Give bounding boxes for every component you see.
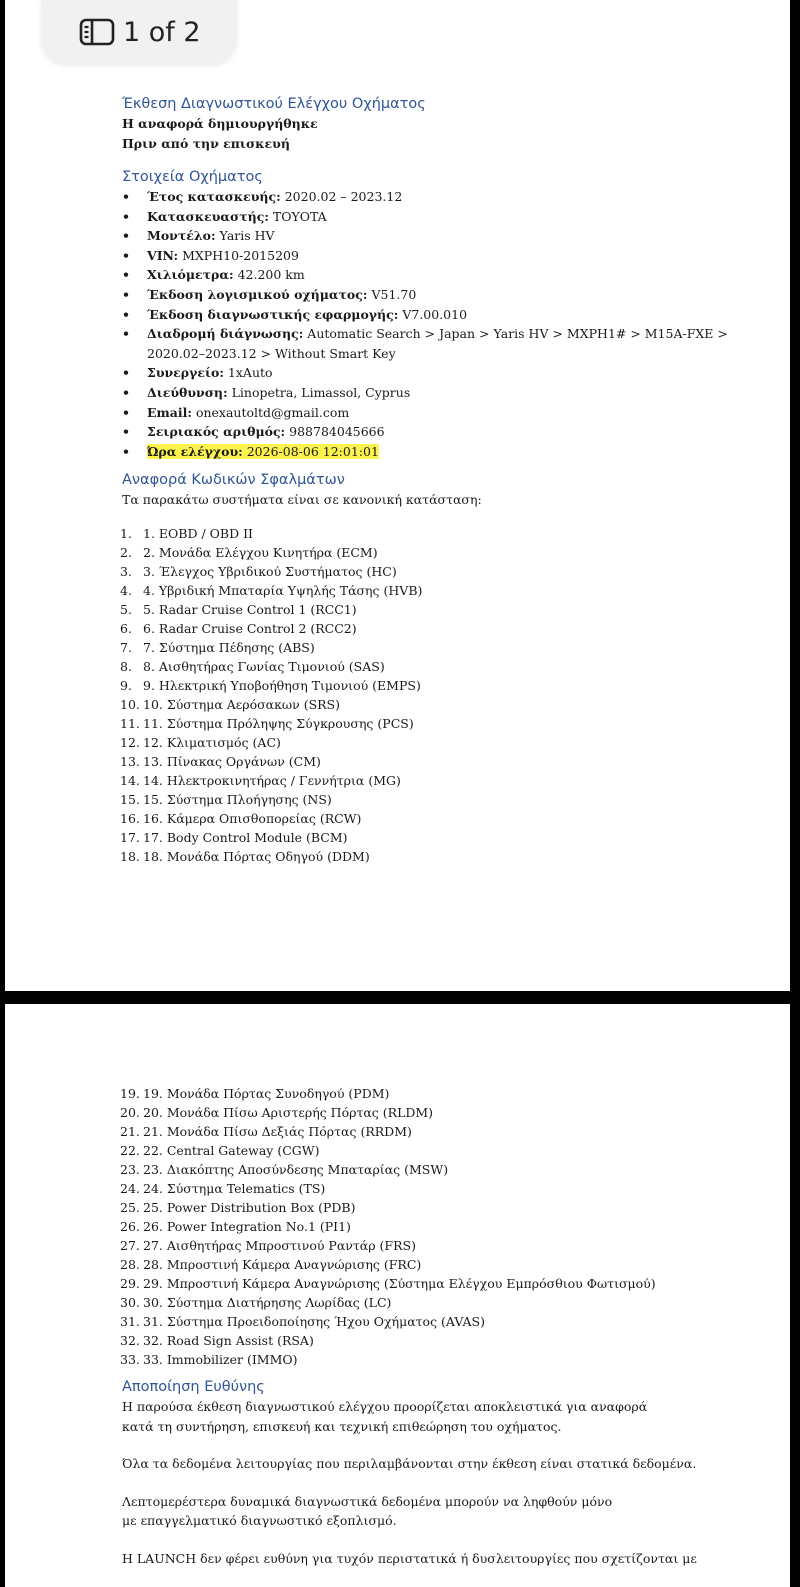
report-title: Έκθεση Διαγνωστικού Ελέγχου Οχήματος	[122, 96, 426, 112]
detail-label: Έκδοση λογισμικού οχήματος:	[147, 286, 368, 302]
system-list-item	[122, 619, 770, 638]
system-list-item	[122, 1160, 770, 1179]
system-number: 21.	[120, 1124, 140, 1139]
detail-label: Συνεργείο:	[147, 365, 224, 381]
detail-value: MXPH10-2015209	[178, 247, 299, 263]
detail-value: Yaris HV	[215, 228, 275, 244]
system-name: 18. Μονάδα Πόρτας Οδηγού (DDM)	[143, 848, 370, 864]
system-name: 24. Σύστημα Telematics (TS)	[143, 1181, 326, 1196]
vehicle-section-heading: Στοιχεία Οχήματος	[122, 169, 263, 185]
vehicle-detail-item	[122, 226, 770, 246]
system-name: 33. Immobilizer (IMMO)	[143, 1352, 298, 1367]
system-list-item	[122, 733, 770, 752]
system-list-item	[122, 695, 770, 714]
system-list-item	[122, 562, 770, 581]
dtc-section-heading: Αναφορά Κωδικών Σφαλμάτων	[122, 472, 345, 489]
system-name: 30. Σύστημα Διατήρησης Λωρίδας (LC)	[143, 1295, 392, 1310]
system-name: 27. Αισθητήρας Μπροστινού Ραντάρ (FRS)	[143, 1238, 416, 1253]
detail-label: Διαδρομή διάγνωσης:	[147, 326, 304, 342]
detail-label: Χιλιόμετρα:	[147, 267, 234, 283]
system-name: 14. Ηλεκτροκινητήρας / Γεννήτρια (MG)	[143, 772, 401, 788]
system-name: 28. Μπροστινή Κάμερα Αναγνώρισης (FRC)	[143, 1257, 422, 1272]
systems-list-page-2	[122, 1084, 770, 1369]
vehicle-detail-item	[122, 403, 770, 423]
system-number: 22.	[120, 1143, 140, 1158]
detail-label: Σειριακός αριθμός:	[147, 424, 286, 440]
system-name: 29. Μπροστινή Κάμερα Αναγνώρισης (Σύστημα Ελέγχου Εμπρόσθιου Φωτισμού)	[143, 1276, 656, 1291]
system-number: 12.	[120, 734, 140, 750]
system-number: 20.	[120, 1105, 140, 1120]
system-number: 13.	[120, 753, 140, 769]
detail-value: 2026-08-06 12:01:01	[242, 443, 379, 459]
system-number: 19.	[120, 1086, 140, 1101]
system-name: 22. Central Gateway (CGW)	[143, 1143, 320, 1158]
detail-value: 988784045666	[285, 424, 385, 440]
system-name: 23. Διακόπτης Αποσύνδεσης Μπαταρίας (MSW)	[143, 1162, 449, 1177]
system-number: 2.	[120, 544, 132, 560]
system-list-item	[122, 524, 770, 543]
system-list-item	[122, 1084, 770, 1103]
detail-text	[147, 267, 305, 282]
systems-list-page-1	[122, 524, 770, 866]
detail-text	[147, 424, 385, 439]
detail-label: VIN:	[147, 247, 179, 263]
dtc-intro: Τα παρακάτω συστήματα είναι σε κανονική κατάσταση:	[122, 492, 482, 508]
vehicle-detail-item	[122, 363, 770, 383]
highlighted-text	[147, 444, 379, 459]
system-number: 27.	[120, 1238, 140, 1253]
system-list-item	[122, 543, 770, 562]
vehicle-detail-item	[122, 422, 770, 442]
detail-value: 2020.02 – 2023.12	[280, 189, 403, 204]
detail-value: V7.00.010	[398, 306, 468, 322]
system-list-item	[122, 1293, 770, 1312]
detail-text	[147, 287, 416, 302]
vehicle-detail-item	[122, 324, 770, 363]
detail-text	[147, 385, 410, 400]
detail-value: 42.200 km	[233, 267, 305, 283]
system-list-item	[122, 1122, 770, 1141]
disclaimer-paragraph-2: Όλα τα δεδομένα λειτουργίας που περιλαμβάνονται στην έκθεση είναι στατικά δεδομένα.	[122, 1456, 697, 1471]
system-list-item	[122, 752, 770, 771]
system-name: 8. Αισθητήρας Γωνίας Τιμονιού (SAS)	[143, 658, 385, 674]
system-number: 5.	[120, 601, 132, 617]
system-list-item	[122, 1274, 770, 1293]
system-name: 16. Κάμερα Οπισθοπορείας (RCW)	[143, 810, 362, 826]
disclaimer-paragraph-4: Η LAUNCH δεν φέρει ευθύνη για τυχόν περιστατικά ή δυσλειτουργίες που σχετίζονται με	[122, 1550, 697, 1566]
system-number: 15.	[120, 791, 140, 807]
detail-value: Linopetra, Limassol, Cyprus	[227, 384, 411, 400]
system-name: 31. Σύστημα Προειδοποίησης Ήχου Οχήματος (AVAS)	[143, 1314, 485, 1329]
system-list-item	[122, 1103, 770, 1122]
system-name: 4. Υβριδική Μπαταρία Υψηλής Τάσης (HVB)	[143, 582, 423, 598]
report-before-line: Πριν από την επισκευή	[122, 135, 290, 151]
system-list-item	[122, 847, 770, 866]
system-name: 26. Power Integration No.1 (PI1)	[143, 1219, 351, 1234]
system-name: 15. Σύστημα Πλοήγησης (NS)	[143, 791, 332, 807]
document-page-2	[5, 1004, 790, 1587]
vehicle-detail-item	[122, 285, 770, 305]
report-created-line: Η αναφορά δημιουργήθηκε	[122, 116, 318, 131]
system-list-item	[122, 790, 770, 809]
system-number: 3.	[120, 563, 132, 579]
system-number: 31.	[120, 1314, 140, 1329]
detail-label: Email:	[147, 404, 192, 420]
vehicle-detail-item	[122, 442, 770, 462]
detail-text	[147, 365, 273, 380]
detail-value: V51.70	[367, 286, 417, 302]
system-list-item	[122, 638, 770, 657]
system-number: 29.	[120, 1276, 140, 1291]
system-list-item	[122, 1255, 770, 1274]
system-name: 20. Μονάδα Πίσω Αριστερής Πόρτας (RLDM)	[143, 1105, 434, 1120]
page-2-content	[122, 1084, 770, 1568]
system-list-item	[122, 657, 770, 676]
vehicle-detail-item	[122, 207, 770, 227]
vehicle-detail-item	[122, 187, 770, 207]
system-list-item	[122, 1236, 770, 1255]
system-number: 24.	[120, 1181, 140, 1196]
vehicle-detail-item	[122, 246, 770, 266]
system-list-item	[122, 771, 770, 790]
disclaimer-heading: Αποποίηση Ευθύνης	[122, 1379, 265, 1395]
system-number: 4.	[120, 582, 132, 598]
disclaimer-paragraph-3: Λεπτομερέστερα δυναμικά διαγνωστικά δεδομένα μπορούν να ληφθούν μόνο με επαγγελματικό διαγνωστικό εξοπλισμό.	[122, 1493, 613, 1528]
disclaimer-paragraph-1: Η παρούσα έκθεση διαγνωστικού ελέγχου προορίζεται αποκλειστικά για αναφορά κατά τη συντήρηση, επισκευή και τεχνική επιθεώρηση του οχήματος.	[122, 1399, 648, 1434]
detail-value: 1xAuto	[223, 365, 273, 381]
detail-text	[147, 405, 349, 420]
system-name: 17. Body Control Module (BCM)	[143, 829, 348, 845]
detail-label: Ώρα ελέγχου:	[147, 443, 243, 459]
system-list-item	[122, 828, 770, 847]
system-name: 13. Πίνακας Οργάνων (CM)	[143, 753, 321, 769]
detail-text	[147, 248, 299, 263]
detail-text	[147, 189, 402, 204]
detail-value: onexautoltd@gmail.com	[191, 404, 350, 420]
page-indicator[interactable]	[41, 0, 237, 64]
system-number: 14.	[120, 772, 140, 788]
system-number: 7.	[120, 639, 132, 655]
system-number: 26.	[120, 1219, 140, 1234]
vehicle-details-list	[122, 187, 770, 461]
detail-text	[147, 326, 728, 361]
page-1-content	[122, 94, 770, 866]
system-name: 9. Ηλεκτρική Υποβοήθηση Τιμονιού (EMPS)	[143, 677, 421, 693]
system-number: 33.	[120, 1352, 140, 1367]
system-name: 11. Σύστημα Πρόληψης Σύγκρουσης (PCS)	[143, 715, 414, 731]
system-name: 5. Radar Cruise Control 1 (RCC1)	[143, 601, 357, 617]
system-list-item	[122, 1350, 770, 1369]
system-number: 25.	[120, 1200, 140, 1215]
system-number: 30.	[120, 1295, 140, 1310]
system-list-item	[122, 676, 770, 695]
system-number: 11.	[120, 715, 140, 731]
system-number: 16.	[120, 810, 140, 826]
sidebar-toggle-icon	[79, 18, 115, 46]
detail-value: Automatic Search > Japan > Yaris HV > MXPH1# > M15A-FXE > 2020.02–2023.12 > Without Smart Key	[147, 326, 728, 361]
system-list-item	[122, 1331, 770, 1350]
detail-label: Διεύθυνση:	[147, 384, 228, 400]
system-list-item	[122, 1179, 770, 1198]
detail-label: Κατασκευαστής:	[147, 208, 269, 224]
system-name: 2. Μονάδα Ελέγχου Κινητήρα (ECM)	[143, 544, 378, 560]
page-indicator-text: 1 of 2	[123, 16, 201, 48]
system-name: 6. Radar Cruise Control 2 (RCC2)	[143, 620, 357, 636]
system-list-item	[122, 809, 770, 828]
system-number: 18.	[120, 848, 140, 864]
detail-value: TOYOTA	[268, 208, 327, 224]
system-name: 19. Μονάδα Πόρτας Συνοδηγού (PDM)	[143, 1086, 390, 1101]
system-list-item	[122, 1198, 770, 1217]
detail-label: Έτος κατασκευής:	[147, 189, 281, 204]
system-list-item	[122, 1141, 770, 1160]
detail-text	[147, 209, 327, 224]
system-name: 25. Power Distribution Box (PDB)	[143, 1200, 356, 1215]
system-number: 10.	[120, 696, 140, 712]
system-list-item	[122, 1217, 770, 1236]
system-name: 3. Έλεγχος Υβριδικού Συστήματος (HC)	[143, 563, 397, 579]
system-number: 1.	[120, 525, 132, 541]
system-list-item	[122, 714, 770, 733]
system-list-item	[122, 1312, 770, 1331]
system-number: 8.	[120, 658, 132, 674]
document-page-1	[5, 0, 790, 991]
vehicle-detail-item	[122, 305, 770, 325]
system-list-item	[122, 600, 770, 619]
detail-label: Έκδοση διαγνωστικής εφαρμογής:	[147, 306, 399, 322]
system-number: 6.	[120, 620, 132, 636]
system-name: 12. Κλιματισμός (AC)	[143, 734, 281, 750]
system-name: 7. Σύστημα Πέδησης (ABS)	[143, 639, 315, 655]
system-name: 21. Μονάδα Πίσω Δεξιάς Πόρτας (RRDM)	[143, 1124, 412, 1139]
detail-text	[147, 228, 275, 243]
system-name: 1. EOBD / OBD II	[143, 525, 253, 541]
system-number: 28.	[120, 1257, 140, 1272]
system-name: 10. Σύστημα Αερόσακων (SRS)	[143, 696, 340, 712]
system-number: 23.	[120, 1162, 140, 1177]
detail-label: Μοντέλο:	[147, 228, 216, 244]
system-list-item	[122, 581, 770, 600]
system-number: 17.	[120, 829, 140, 845]
system-number: 32.	[120, 1333, 140, 1348]
vehicle-detail-item	[122, 383, 770, 403]
system-number: 9.	[120, 677, 132, 693]
system-name: 32. Road Sign Assist (RSA)	[143, 1333, 314, 1348]
vehicle-detail-item	[122, 265, 770, 285]
detail-text	[147, 307, 467, 322]
